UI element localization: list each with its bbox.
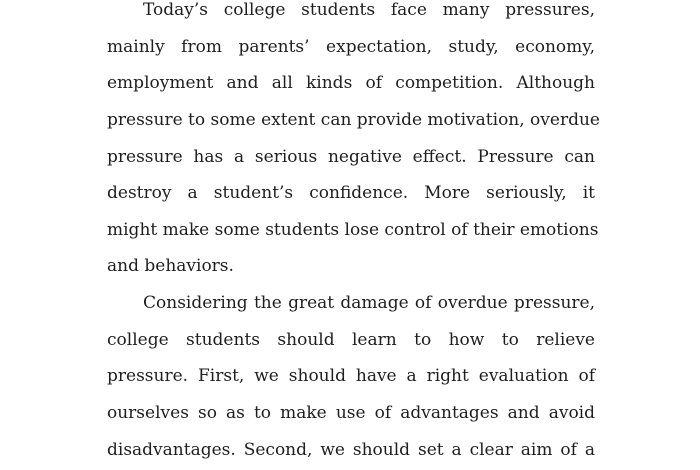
paragraph-line: college students should learn to how to relieve xyxy=(107,330,595,350)
paragraph-line: pressure. First, we should have a right evaluation of xyxy=(107,366,595,386)
paragraph-line: pressure to some extent can provide motivation, overdue xyxy=(107,110,600,130)
paragraph-line: employment and all kinds of competition. Although xyxy=(107,73,595,93)
paragraph-line: mainly from parents’ expectation, study, economy, xyxy=(107,37,595,57)
paragraph-line: destroy a student’s confidence. More seriously, it xyxy=(107,183,595,203)
paragraph-line: Considering the great damage of overdue pressure, xyxy=(143,293,595,313)
paragraph-line: pressure has a serious negative effect. Pressure can xyxy=(107,147,595,167)
paragraph-line: and behaviors. xyxy=(107,256,234,276)
paragraph-line: Today’s college students face many pressures, xyxy=(143,0,595,20)
paragraph-line: might make some students lose control of their emotions xyxy=(107,220,599,240)
paragraph-line: ourselves so as to make use of advantages and avoid xyxy=(107,403,595,423)
paragraph-line: disadvantages. Second, we should set a clear aim of a xyxy=(107,440,595,460)
